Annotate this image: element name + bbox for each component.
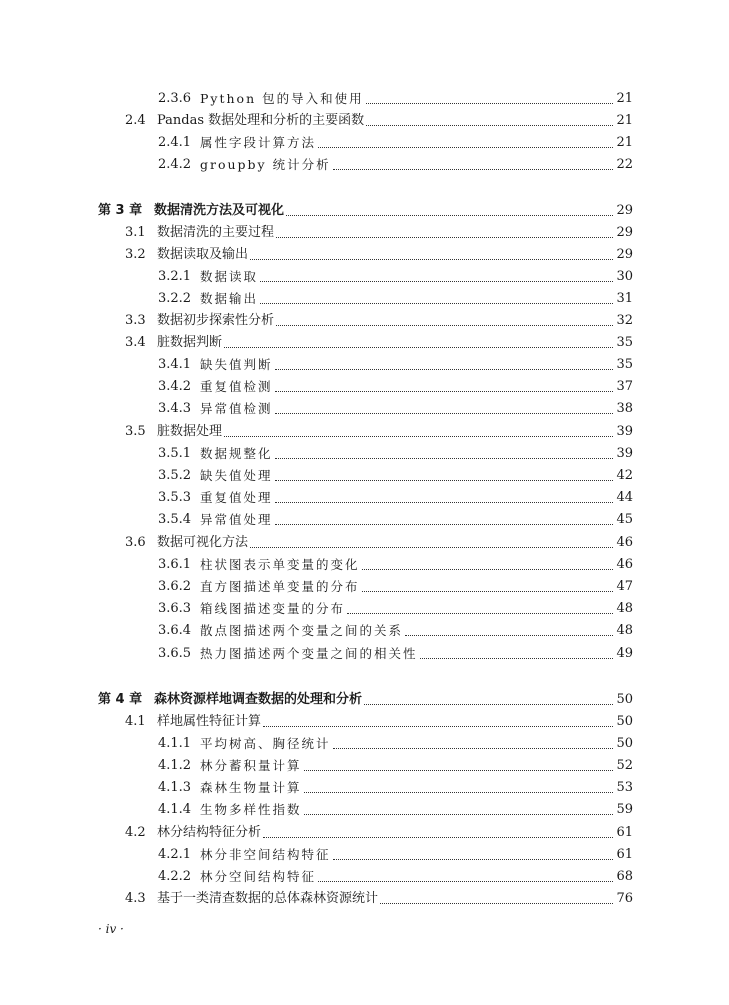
toc-entry-title: 样地属性特征计算	[157, 714, 262, 729]
toc-entry-section[interactable]	[0, 222, 729, 244]
toc-entry-number: 4.2.2	[158, 869, 192, 884]
toc-leader-dots	[405, 633, 613, 636]
toc-entry-text	[200, 556, 613, 574]
toc-entry-title: 森林生物量计算	[200, 780, 302, 795]
toc-entry-title: 箱线图描述变量的分布	[200, 601, 346, 616]
toc-entry-page: 37	[616, 379, 633, 394]
toc-leader-dots	[275, 478, 613, 481]
toc-leader-dots	[275, 522, 613, 525]
toc-entry-text	[200, 622, 613, 640]
toc-entry-title: 缺失值判断	[200, 357, 273, 372]
toc-entry-text	[157, 423, 613, 441]
toc-entry-number: 3.2.2	[158, 291, 192, 306]
toc-entry-title: Pandas 数据处理和分析的主要函数	[157, 113, 365, 128]
toc-entry-text	[200, 156, 613, 174]
toc-entry-page: 61	[616, 825, 633, 840]
toc-entry-page: 39	[616, 446, 633, 461]
toc-entry-title: 数据输出	[200, 291, 259, 306]
toc-leader-dots	[364, 702, 613, 705]
toc-entry-page: 21	[616, 91, 633, 106]
toc-entry-text	[200, 757, 613, 775]
toc-entry-title: 基于一类清查数据的总体森林资源统计	[157, 891, 379, 906]
toc-entry-text	[157, 890, 613, 908]
toc-leader-dots	[276, 323, 613, 326]
toc-leader-dots	[275, 389, 613, 392]
toc-entry-number: 3.4.1	[158, 357, 192, 372]
toc-entry-text	[154, 691, 613, 709]
toc-leader-dots	[250, 257, 613, 260]
toc-entry-number: 3.1	[125, 225, 146, 240]
toc-entry-title: Python 包的导入和使用	[200, 91, 364, 106]
toc-leader-dots	[263, 835, 613, 838]
toc-entry-number: 3.5.4	[158, 512, 192, 527]
toc-entry-sub[interactable]	[0, 844, 729, 866]
toc-entry-title: 直方图描述单变量的分布	[200, 579, 360, 594]
toc-entry-text	[200, 134, 613, 152]
toc-entry-text	[200, 467, 613, 485]
toc-leader-dots	[260, 301, 613, 304]
toc-entry-page: 30	[616, 269, 633, 284]
toc-entry-number: 第 3 章	[98, 203, 143, 218]
toc-entry-title: 林分结构特征分析	[157, 825, 262, 840]
toc-leader-dots	[366, 123, 613, 126]
toc-entry-number: 4.1.3	[158, 780, 192, 795]
toc-entry-title: 数据清洗的主要过程	[157, 225, 275, 240]
toc-leader-dots	[250, 545, 613, 548]
toc-entry-title: 异常值检测	[200, 401, 273, 416]
toc-entry-page: 50	[616, 736, 633, 751]
toc-leader-dots	[362, 567, 613, 570]
toc-entry-title: 重复值处理	[200, 490, 273, 505]
toc-entry-text	[157, 824, 613, 842]
toc-entry-number: 4.3	[125, 891, 146, 906]
toc-entry-number: 3.5	[125, 424, 146, 439]
toc-entry-page: 50	[616, 714, 633, 729]
toc-leader-dots	[304, 812, 613, 815]
toc-leader-dots	[260, 279, 613, 282]
toc-entry-page: 45	[616, 512, 633, 527]
toc-entry-number: 2.4	[125, 113, 146, 128]
toc-entry-number: 4.1.4	[158, 802, 192, 817]
toc-entry-title: 数据读取	[200, 269, 259, 284]
toc-entry-title: 平均树高、胸径统计	[200, 736, 331, 751]
toc-entry-title: 属性字段计算方法	[200, 135, 317, 150]
toc-entry-sub[interactable]	[0, 755, 729, 777]
toc-entry-page: 35	[616, 335, 633, 350]
toc-entry-text	[200, 779, 613, 797]
toc-leader-dots	[318, 879, 613, 882]
toc-leader-dots	[224, 345, 613, 348]
toc-leader-dots	[366, 101, 613, 104]
toc-entry-page: 44	[616, 490, 633, 505]
toc-entry-number: 3.2.1	[158, 269, 192, 284]
toc-leader-dots	[275, 456, 613, 459]
toc-entry-title: 数据读取及输出	[157, 247, 249, 262]
toc-entry-text	[200, 489, 613, 507]
toc-leader-dots	[275, 367, 613, 370]
toc-entry-title: 生物多样性指数	[200, 802, 302, 817]
toc-entry-page: 22	[616, 157, 633, 172]
toc-entry-title: 散点图描述两个变量之间的关系	[200, 623, 404, 638]
toc-entry-number: 3.5.2	[158, 468, 192, 483]
toc-leader-dots	[333, 746, 613, 749]
toc-entry-section[interactable]	[0, 822, 729, 844]
toc-entry-chapter[interactable]	[0, 200, 729, 222]
toc-entry-section[interactable]	[0, 332, 729, 354]
toc-entry-number: 3.5.3	[158, 490, 192, 505]
toc-entry-title: groupby 统计分析	[200, 157, 331, 172]
toc-entry-sub[interactable]	[0, 398, 729, 420]
toc-entry-page: 68	[616, 869, 633, 884]
toc-entry-sub[interactable]	[0, 576, 729, 598]
toc-entry-title: 林分非空间结构特征	[200, 847, 331, 862]
toc-entry-number: 2.4.1	[158, 135, 192, 150]
toc-entry-number: 3.6.3	[158, 601, 192, 616]
toc-entry-number: 3.3	[125, 313, 146, 328]
toc-entry-text	[157, 224, 613, 242]
toc-entry-page: 46	[616, 535, 633, 550]
toc-entry-sub[interactable]	[0, 643, 729, 665]
toc-entry-text	[200, 445, 613, 463]
toc-entry-number: 第 4 章	[98, 692, 143, 707]
toc-entry-text	[200, 868, 613, 886]
toc-entry-number: 4.2.1	[158, 847, 192, 862]
toc-entry-page: 29	[616, 225, 633, 240]
toc-entry-text	[157, 534, 613, 552]
toc-entry-section[interactable]	[0, 244, 729, 266]
toc-entry-text	[157, 312, 613, 330]
toc-entry-text	[200, 511, 613, 529]
toc-entry-sub[interactable]	[0, 598, 729, 620]
toc-entry-section[interactable]	[0, 310, 729, 332]
toc-entry-number: 3.4.2	[158, 379, 192, 394]
toc-entry-text	[157, 334, 613, 352]
toc-entry-page: 46	[616, 557, 633, 572]
toc-leader-dots	[304, 790, 613, 793]
toc-entry-page: 29	[616, 203, 633, 218]
toc-entry-number: 3.6.2	[158, 579, 192, 594]
toc-entry-sub[interactable]	[0, 465, 729, 487]
toc-entry-sub[interactable]	[0, 733, 729, 755]
toc-entry-text	[200, 578, 613, 596]
page-footer-number: · iv ·	[98, 922, 124, 936]
toc-entry-sub[interactable]	[0, 88, 729, 110]
toc-entry-section[interactable]	[0, 888, 729, 910]
toc-entry-number: 3.6.1	[158, 557, 192, 572]
toc-entry-number: 3.6.4	[158, 623, 192, 638]
toc-entry-text	[200, 90, 613, 108]
toc-entry-section[interactable]	[0, 532, 729, 554]
toc-entry-title: 数据清洗方法及可视化	[154, 203, 285, 218]
toc-entry-text	[154, 202, 613, 220]
toc-entry-page: 31	[616, 291, 633, 306]
toc-entry-sub[interactable]	[0, 777, 729, 799]
toc-entry-page: 38	[616, 401, 633, 416]
toc-leader-dots	[362, 589, 613, 592]
toc-entry-section[interactable]	[0, 711, 729, 733]
toc-entry-text	[200, 268, 613, 286]
toc-entry-text	[200, 290, 613, 308]
toc-entry-sub[interactable]	[0, 266, 729, 288]
toc-entry-page: 47	[616, 579, 633, 594]
toc-entry-title: 数据规整化	[200, 446, 273, 461]
toc-leader-dots	[275, 500, 613, 503]
toc-entry-number: 2.4.2	[158, 157, 192, 172]
toc-entry-page: 50	[616, 692, 633, 707]
toc-entry-page: 61	[616, 847, 633, 862]
toc-entry-title: 森林资源样地调查数据的处理和分析	[154, 692, 363, 707]
toc-entry-sub[interactable]	[0, 509, 729, 531]
toc-entry-page: 59	[616, 802, 633, 817]
toc-entry-number: 4.1.1	[158, 736, 192, 751]
toc-entry-title: 脏数据处理	[157, 424, 223, 439]
toc-leader-dots	[420, 656, 613, 659]
toc-entry-number: 3.2	[125, 247, 146, 262]
toc-entry-sub[interactable]	[0, 354, 729, 376]
toc-entry-number: 3.5.1	[158, 446, 192, 461]
toc-entry-title: 林分蓄积量计算	[200, 758, 302, 773]
toc-leader-dots	[380, 901, 613, 904]
toc-entry-title: 重复值检测	[200, 379, 273, 394]
toc-entry-page: 48	[616, 601, 633, 616]
toc-entry-text	[200, 600, 613, 618]
toc-entry-number: 4.1	[125, 714, 146, 729]
toc-entry-sub[interactable]	[0, 487, 729, 509]
toc-entry-page: 42	[616, 468, 633, 483]
toc-entry-page: 39	[616, 424, 633, 439]
toc-entry-title: 数据初步探索性分析	[157, 313, 275, 328]
toc-entry-page: 48	[616, 623, 633, 638]
toc-leader-dots	[275, 411, 613, 414]
toc-entry-section[interactable]	[0, 421, 729, 443]
toc-entry-title: 脏数据判断	[157, 335, 223, 350]
toc-entry-title: 热力图描述两个变量之间的相关性	[200, 646, 418, 661]
toc-entry-text	[157, 112, 613, 130]
toc-entry-title: 异常值处理	[200, 512, 273, 527]
toc-leader-dots	[333, 857, 613, 860]
toc-entry-text	[157, 713, 613, 731]
toc-entry-sub[interactable]	[0, 554, 729, 576]
toc-entry-text	[200, 378, 613, 396]
toc-entry-sub[interactable]	[0, 154, 729, 176]
toc-entry-page: 53	[616, 780, 633, 795]
toc-entry-section[interactable]	[0, 110, 729, 132]
toc-entry-title: 林分空间结构特征	[200, 869, 317, 884]
toc-entry-number: 3.4.3	[158, 401, 192, 416]
toc-entry-page: 52	[616, 758, 633, 773]
toc-entry-number: 4.2	[125, 825, 146, 840]
toc-entry-page: 29	[616, 247, 633, 262]
toc-entry-chapter[interactable]	[0, 689, 729, 711]
toc-entry-page: 49	[616, 646, 633, 661]
toc-leader-dots	[318, 145, 613, 148]
toc-entry-sub[interactable]	[0, 132, 729, 154]
toc-entry-sub[interactable]	[0, 443, 729, 465]
toc-entry-page: 32	[616, 313, 633, 328]
toc-entry-title: 数据可视化方法	[157, 535, 249, 550]
toc-entry-text	[200, 645, 613, 663]
toc-leader-dots	[276, 235, 613, 238]
toc-entry-number: 4.1.2	[158, 758, 192, 773]
toc-leader-dots	[263, 724, 613, 727]
toc-leader-dots	[286, 213, 613, 216]
toc-entry-sub[interactable]	[0, 799, 729, 821]
toc-entry-sub[interactable]	[0, 288, 729, 310]
toc-leader-dots	[347, 611, 613, 614]
toc-leader-dots	[304, 768, 613, 771]
toc-entry-page: 21	[616, 135, 633, 150]
toc-entry-number: 2.3.6	[158, 91, 192, 106]
toc-entry-page: 21	[616, 113, 633, 128]
toc-entry-sub[interactable]	[0, 620, 729, 642]
toc-entry-page: 76	[616, 891, 633, 906]
toc-entry-text	[157, 246, 613, 264]
toc-entry-number: 3.6.5	[158, 646, 192, 661]
toc-entry-sub[interactable]	[0, 866, 729, 888]
toc-entry-text	[200, 400, 613, 418]
toc-entry-title: 柱状图表示单变量的变化	[200, 557, 360, 572]
toc-leader-dots	[333, 167, 613, 170]
toc-entry-text	[200, 846, 613, 864]
toc-entry-page: 35	[616, 357, 633, 372]
toc-entry-title: 缺失值处理	[200, 468, 273, 483]
toc-entry-number: 3.6	[125, 535, 146, 550]
toc-entry-sub[interactable]	[0, 376, 729, 398]
toc-entry-text	[200, 801, 613, 819]
toc-leader-dots	[224, 434, 613, 437]
toc-entry-number: 3.4	[125, 335, 146, 350]
toc-entry-text	[200, 356, 613, 374]
toc-entry-text	[200, 735, 613, 753]
